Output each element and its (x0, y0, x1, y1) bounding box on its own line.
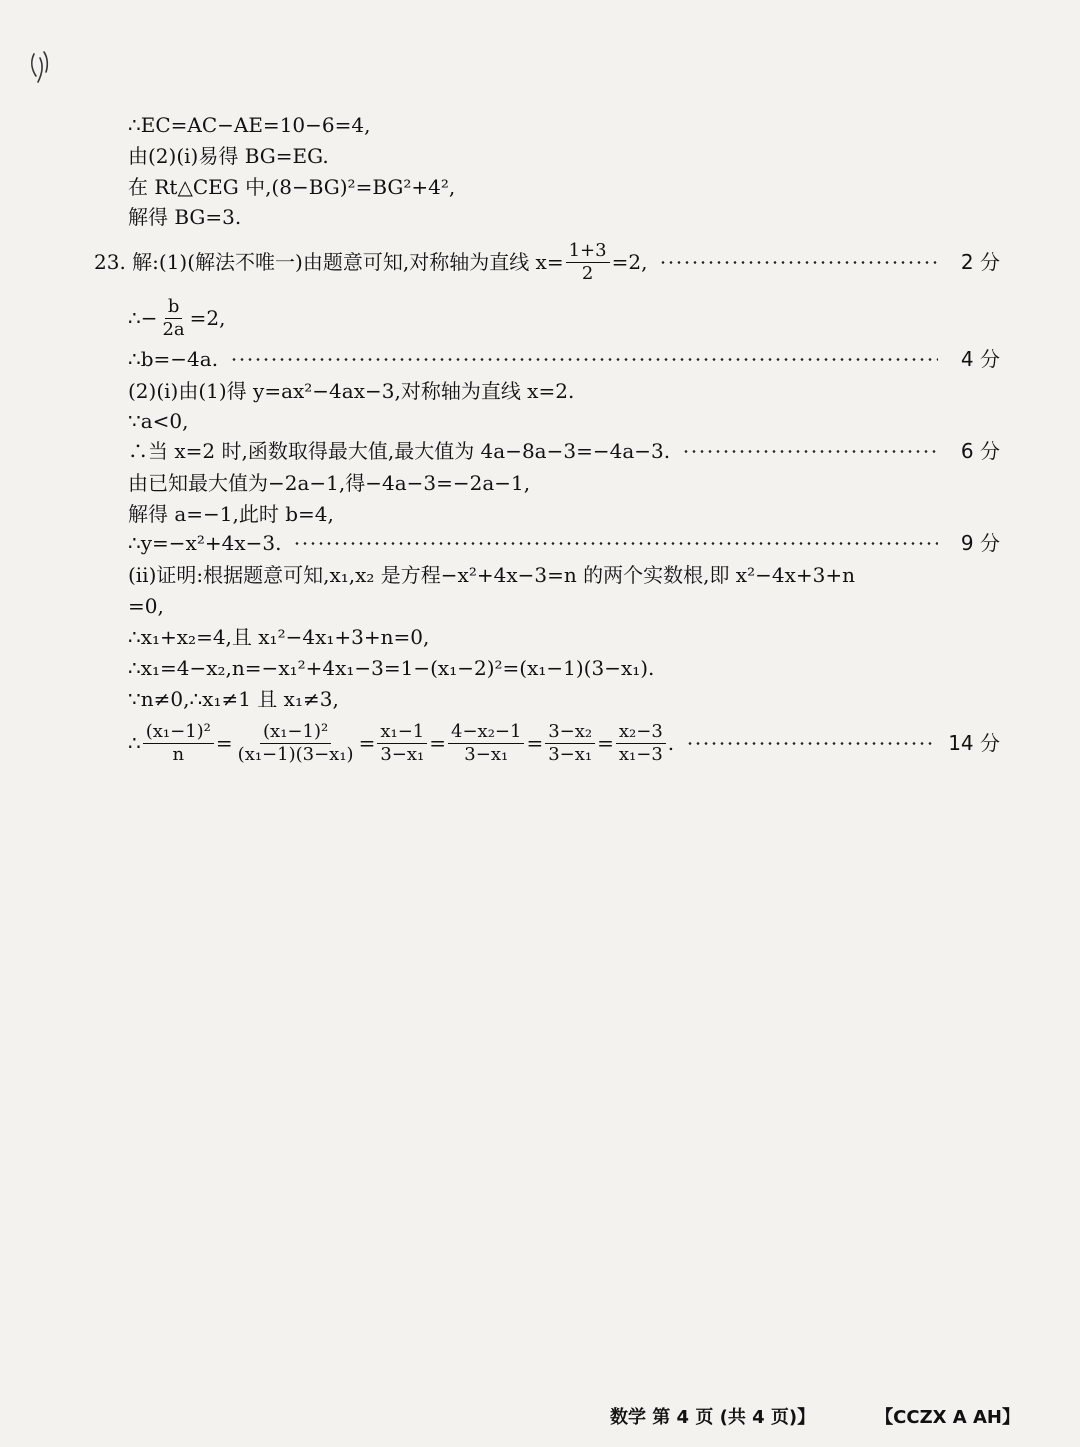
score-label: 4 分 (960, 347, 1000, 371)
q23-line-10 (128, 560, 1000, 590)
proof-line (128, 172, 1000, 202)
equation-tail: =2, (189, 306, 226, 330)
fraction-denominator: (x₁−1)(3−x₁) (237, 743, 354, 765)
solution-text: 由已知最大值为−2a−1,得−4a−3=−2a−1, (128, 471, 531, 495)
q23-heading-text: 23. 解:(1)(解法不唯一)由题意可知,对称轴为直线 x= (94, 250, 564, 274)
fraction-denominator: n (172, 743, 185, 765)
proof-text: 由(2)(ⅰ)易得 BG=EG. (128, 144, 329, 168)
q23-line-6 (128, 436, 1000, 466)
equation-tail: =2, (611, 250, 648, 274)
fraction-numerator: (x₁−1)² (143, 721, 214, 744)
fraction (159, 296, 187, 341)
page-footer (610, 1405, 1020, 1431)
score-leader-dots (682, 450, 938, 453)
score-label: 2 分 (960, 250, 1000, 274)
fraction (566, 240, 610, 285)
fraction-denominator: 2a (162, 318, 185, 340)
fraction-numerator: 1+3 (566, 240, 610, 263)
proof-text: 解得 BG=3. (128, 205, 242, 229)
fraction (616, 721, 666, 766)
fraction-numerator: x₂−3 (616, 721, 666, 744)
solution-text: (2)(ⅰ)由(1)得 y=ax²−4ax−3,对称轴为直线 x=2. (128, 379, 575, 403)
equals-sign: = (429, 731, 447, 755)
score-label: 9 分 (960, 531, 1000, 555)
q23-line-12 (128, 622, 1000, 652)
fraction-numerator: 4−x₂−1 (448, 721, 524, 744)
q23-line-1 (94, 240, 1000, 284)
fraction-denominator: 3−x₁ (548, 743, 593, 765)
solution-text: ∴x₁=4−x₂,n=−x₁²+4x₁−3=1−(x₁−2)²=(x₁−1)(3−x₁). (128, 656, 655, 680)
solution-text: ∴x₁+x₂=4,且 x₁²−4x₁+3+n=0, (128, 625, 430, 649)
fraction (448, 721, 524, 766)
q23-line-8 (128, 499, 1000, 529)
paper-code: 【CCZX A AH】 (875, 1407, 1020, 1428)
fraction-numerator: x₁−1 (377, 721, 427, 744)
solution-text: =0, (128, 594, 164, 618)
proof-line (128, 141, 1000, 171)
equals-sign: = (526, 731, 544, 755)
fraction-numerator: b (165, 296, 183, 319)
score-leader-dots (659, 261, 938, 264)
proof-line (128, 202, 1000, 232)
fraction-denominator: 3−x₁ (380, 743, 425, 765)
fraction-numerator: 3−x₂ (545, 721, 595, 744)
q23-line-5 (128, 406, 1000, 436)
q23-line-4 (128, 376, 1000, 406)
fraction (545, 721, 595, 766)
equation-prefix: ∴− (128, 306, 158, 330)
proof-line (128, 110, 1000, 140)
fraction-denominator: 3−x₁ (464, 743, 509, 765)
period: . (667, 731, 675, 755)
fraction (143, 721, 214, 766)
q23-line-15 (128, 718, 1000, 768)
equals-sign: = (358, 731, 376, 755)
fraction (235, 721, 357, 766)
q23-line-9 (128, 528, 1000, 558)
q23-line-2 (128, 296, 1000, 340)
solution-text: ∴b=−4a. (128, 347, 219, 371)
handwritten-mark-icon (26, 48, 54, 88)
score-leader-dots (230, 358, 938, 361)
fraction-numerator: (x₁−1)² (260, 721, 331, 744)
q23-line-3 (128, 344, 1000, 374)
page-number: 数学 第 4 页 (共 4 页)】 (610, 1407, 816, 1428)
solution-text: 解得 a=−1,此时 b=4, (128, 502, 334, 526)
score-label: 14 分 (948, 731, 1000, 755)
therefore-symbol: ∴ (128, 731, 141, 755)
solution-text: ∵n≠0,∴x₁≠1 且 x₁≠3, (128, 687, 339, 711)
solution-text: (ⅱ)证明:根据题意可知,x₁,x₂ 是方程−x²+4x−3=n 的两个实数根,即 x²−4x+3+n (128, 563, 855, 587)
solution-text: ∴y=−x²+4x−3. (128, 531, 282, 555)
fraction-denominator: 2 (581, 262, 594, 284)
fraction (377, 721, 427, 766)
proof-text: ∴EC=AC−AE=10−6=4, (128, 113, 371, 137)
fraction-denominator: x₁−3 (618, 743, 663, 765)
solution-text: ∵a<0, (128, 409, 189, 433)
q23-line-7 (128, 468, 1000, 498)
q23-line-13 (128, 653, 1000, 683)
solution-text: ∴当 x=2 时,函数取得最大值,最大值为 4a−8a−3=−4a−3. (128, 439, 671, 463)
equals-sign: = (215, 731, 233, 755)
q23-line-11 (128, 591, 1000, 621)
proof-text: 在 Rt△CEG 中,(8−BG)²=BG²+4², (128, 175, 456, 199)
score-leader-dots (686, 742, 936, 745)
score-leader-dots (293, 542, 938, 545)
q23-line-14 (128, 684, 1000, 714)
equals-sign: = (597, 731, 614, 755)
score-label: 6 分 (960, 439, 1000, 463)
